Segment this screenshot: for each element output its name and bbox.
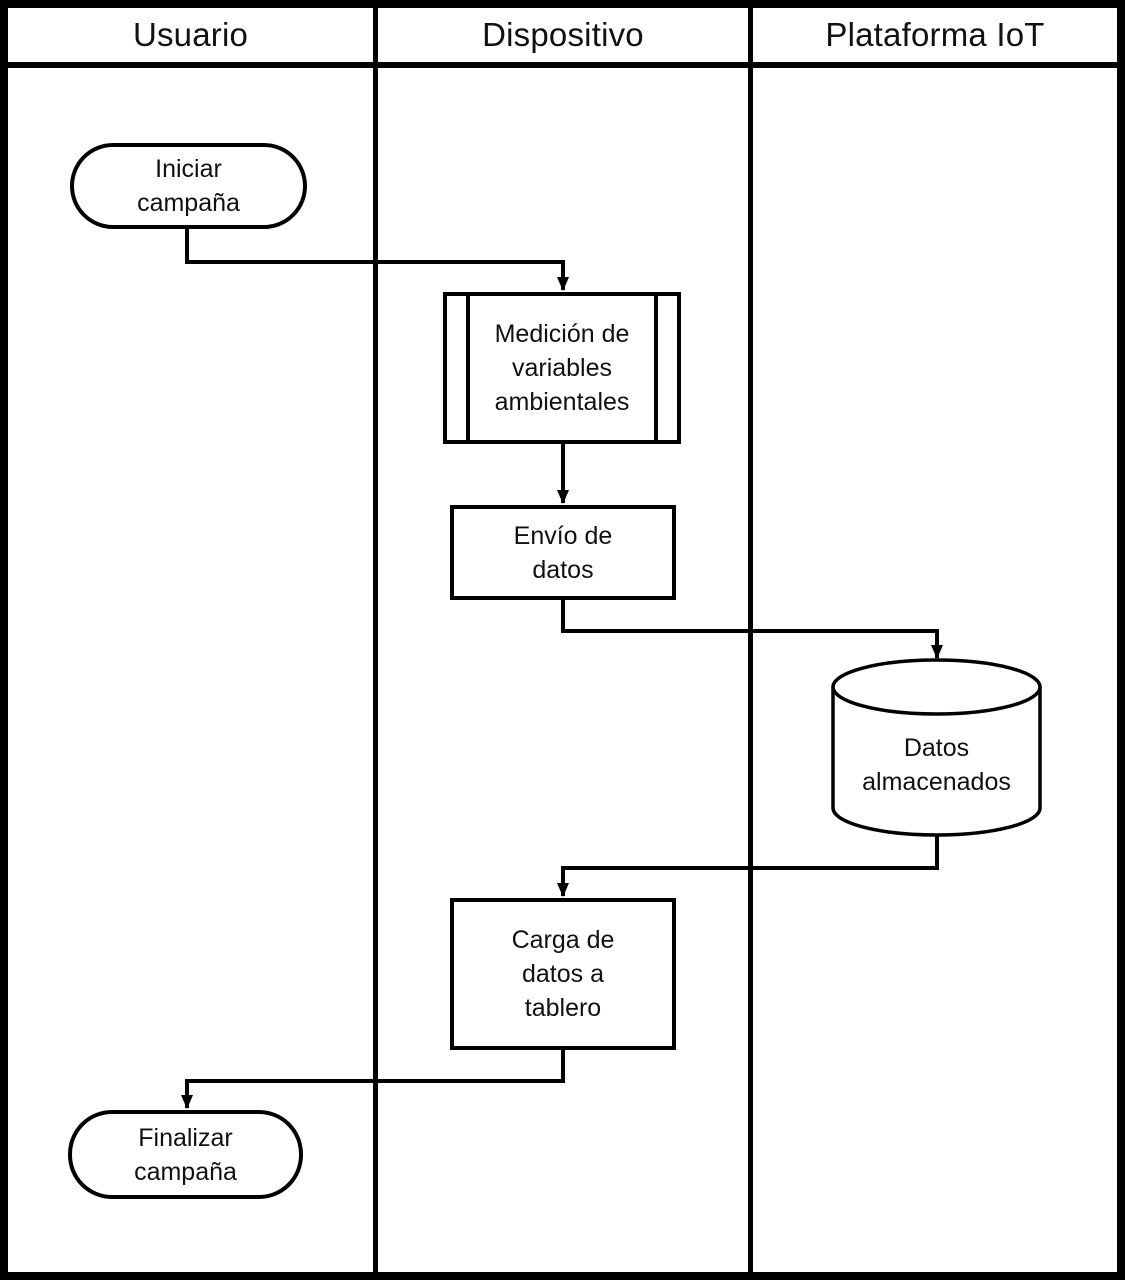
node-envio-datos [450,505,676,600]
header-separator [0,62,1125,68]
node-label: Datos almacenados [862,734,1011,796]
node-iniciar-campana [70,143,307,229]
node-carga-datos-tablero [450,898,676,1050]
lane-divider-usuario-dispositivo [373,0,378,1280]
node-medicion-variables [443,292,681,444]
lane-header-label: Dispositivo [482,16,644,53]
lane-header-usuario [8,8,373,62]
node-label: Iniciar campaña [137,155,240,217]
node-finalizar-campana [68,1110,303,1199]
lane-header-label: Plataforma IoT [825,16,1045,53]
node-label: Finalizar campaña [134,1123,237,1186]
predefined-process-bar [466,296,470,440]
lane-header-label: Usuario [132,16,249,53]
lane-divider-dispositivo-plataforma [748,0,753,1280]
node-datos-almacenados [833,700,1040,830]
node-label: Medición de variables ambientales [494,320,630,416]
lane-header-plataforma-iot [753,8,1117,62]
node-label: Carga de datos a tablero [511,926,615,1022]
lane-header-dispositivo [378,8,748,62]
node-label: Envío de datos [513,521,613,584]
predefined-process-bar [654,296,658,440]
